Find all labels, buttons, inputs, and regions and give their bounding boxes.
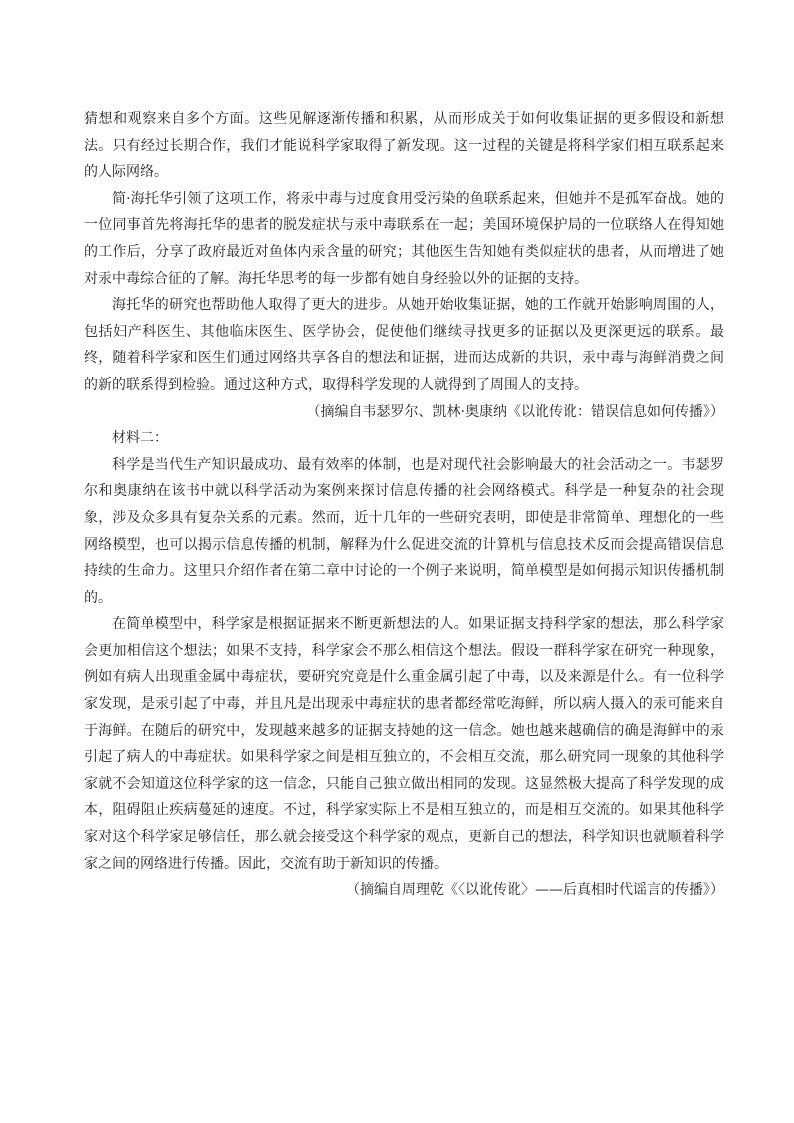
- material2-source: （摘编自周理乾《〈以讹传讹〉——后真相时代谣言的传播》）: [346, 882, 724, 899]
- document-page: [84, 106, 724, 904]
- material2-paragraph-2: 在简单模型中，科学家是根据证据来不断更新想法的人。如果证据支持科学家的想法，那么科学家会更加相信这个想法；如果不支持，科学家会不那么相信这个想法。假设一群科学家在研究一种现象，例如有病人出现重金属中毒症状，要研究究竟是什么重金属引起了中毒，以及来源是什么。有一位科学家发现，是汞引起了中毒，并且凡是出现汞中毒症状的患者都经常吃海鲜，所以病人摄入的汞可能来自于海鲜。在随后的研究中，发现越来越多的证据支持她的这一信念。她也越来越确信的确是海鲜中的汞引起了病人的中毒症状。如果科学家之间是相互独立的，不会相互交流，那么研究同一现象的其他科学家就不会知道这位科学家的这一信念，只能自己独立做出相同的发现。这显然极大提高了科学发现的成本，阻碍阻止疾病蔓延的速度。不过，科学家实际上不是相互独立的，而是相互交流的。如果其他科学家对这个科学家足够信任，那么就会接受这个科学家的观点，更新自己的想法，科学知识也就顺着科学家之间的网络进行传播。因此，交流有助于新知识的传播。: [84, 616, 724, 872]
- material1-source: （摘编自韦瑟罗尔、凯林·奥康纳《以讹传讹：错误信息如何传播》）: [306, 403, 724, 420]
- material1-paragraph-1: 猜想和观察来自多个方面。这些见解逐渐传播和积累，从而形成关于如何收集证据的更多假设和新想法。只有经过长期合作，我们才能说科学家取得了新发现。这一过程的关键是将科学家们相互联系起来的人际网络。: [84, 111, 724, 181]
- material2-heading: 材料二：: [112, 430, 168, 447]
- material1-paragraph-3: 海托华的研究也帮助他人取得了更大的进步。从她开始收集证据，她的工作就开始影响周围的人，包括妇产科医生、其他临床医生、医学协会，促使他们继续寻找更多的证据以及更深更远的联系。最终，随着科学家和医生们通过网络共享各自的想法和证据，进而达成新的共识，汞中毒与海鲜消费之间的新的联系得到检验。通过这种方式，取得科学发现的人就得到了周围人的支持。: [84, 297, 724, 393]
- material1-paragraph-2: 简·海托华引领了这项工作，将汞中毒与过度食用受污染的鱼联系起来，但她并不是孤军奋战。她的一位同事首先将海托华的患者的脱发症状与汞中毒联系在一起；美国环境保护局的一位联络人在得知她的工作后，分享了政府最近对鱼体内汞含量的研究；其他医生告知她有类似症状的患者，从而增进了她对汞中毒综合征的了解。海托华思考的每一步都有她自身经验以外的证据的支持。: [84, 190, 724, 287]
- material2-paragraph-1: 科学是当代生产知识最成功、最有效率的体制，也是对现代社会影响最大的社会活动之一。韦瑟罗尔和奥康纳在该书中就以科学活动为案例来探讨信息传播的社会网络模式。科学是一种复杂的社会现象，涉及众多具有复杂关系的元素。然而，近十几年的一些研究表明，即使是非常简单、理想化的一些网络模型，也可以揭示信息传播的机制，解释为什么促进交流的计算机与信息技术反而会提高错误信息持续的生命力。这里只介绍作者在第二章中讨论的一个例子来说明，简单模型是如何揭示知识传播机制的。: [84, 456, 724, 606]
